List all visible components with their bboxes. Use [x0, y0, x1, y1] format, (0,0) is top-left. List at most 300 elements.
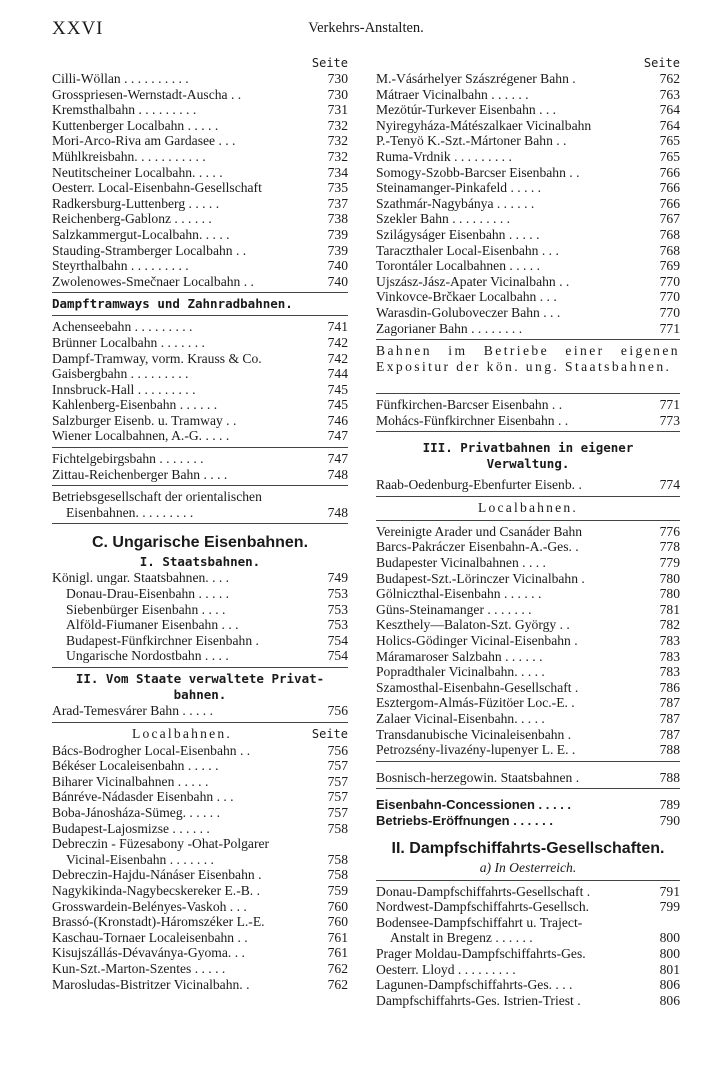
entry-page: 737: [327, 195, 348, 211]
divider: [376, 880, 680, 881]
entry-page: 745: [327, 381, 348, 397]
toc-entry: [376, 477, 680, 493]
entry-name: M.-Vásárhelyer Szászrégener Bahn .: [376, 71, 576, 86]
entry-page: 806: [659, 977, 680, 993]
toc-entry: [52, 914, 348, 930]
entry-page: 757: [327, 789, 348, 805]
toc-entry: [52, 118, 348, 134]
entry-page: 756: [327, 703, 348, 718]
entry-name: Cilli-Wöllan . . . . . . . . . .: [52, 71, 189, 86]
entry-name: Bács-Bodrogher Local-Eisenbahn . .: [52, 742, 251, 758]
right-column: [376, 56, 680, 1008]
austrian-localbahn-list: [52, 71, 348, 289]
entry-page: 767: [659, 211, 680, 227]
entry-page: 762: [659, 71, 680, 86]
divider: [52, 485, 348, 486]
entry-name: Oesterr. Local-Eisenbahn-Gesellschaft: [52, 180, 262, 196]
left-column: [52, 56, 348, 992]
entry-name: Budapest-Fünfkirchner Eisenbahn .: [66, 632, 259, 648]
entry-name: Dampf-Tramway, vorm. Krauss & Co.: [52, 350, 262, 366]
entry-name: Güns-Steinamanger . . . . . . .: [376, 601, 532, 617]
entry-page: 766: [659, 180, 680, 196]
toc-entry: [376, 727, 680, 743]
toc-entry: [52, 930, 348, 946]
toc-entry-line: Bodensee-Dampfschiffahrt u. Traject-: [376, 914, 583, 930]
toc-entry: [376, 770, 680, 786]
entry-name: Prager Moldau-Dampfschiffahrts-Ges.: [376, 945, 586, 961]
divider: [52, 292, 348, 293]
entry-name: Szekler Bahn . . . . . . . . .: [376, 211, 511, 227]
entry-name: Brünner Localbahn . . . . . . .: [52, 334, 205, 350]
toc-entry: [52, 883, 348, 899]
toc-entry: [376, 742, 680, 758]
toc-entry: [52, 149, 348, 165]
entry-page: 788: [659, 742, 680, 758]
entry-page: 788: [659, 769, 680, 785]
entry-page: 783: [659, 633, 680, 649]
toc-entry: [376, 813, 680, 829]
section-title: II. Dampfschiffahrts-Gesellschaften.: [391, 839, 665, 857]
entry-name: Nyiregyháza-Mátészalkaer Vicinalbahn: [376, 117, 592, 133]
entry-page: 746: [327, 412, 348, 428]
entry-name: Stauding-Stramberger Localbahn . .: [52, 242, 247, 258]
entry-page: 787: [659, 711, 680, 726]
entry-name: Taraczthaler Local-Eisenbahn . . .: [376, 242, 559, 258]
entry-page: 734: [327, 164, 348, 180]
entry-page: 762: [327, 960, 348, 976]
localbahnen-heading: [52, 726, 348, 743]
entry-name: Boba-Jánosháza-Sümeg. . . . . .: [52, 804, 220, 820]
toc-entry: [52, 467, 348, 483]
toc-entry: [52, 899, 348, 915]
entry-name: Innsbruck-Hall . . . . . . . . .: [52, 381, 196, 397]
entry-name: Nordwest-Dampfschiffahrts-Gesellsch.: [376, 899, 590, 915]
entry-name: Ujszász-Jász-Apater Vicinalbahn . .: [376, 273, 570, 289]
entry-page: 765: [659, 133, 680, 149]
toc-entry: [52, 428, 348, 444]
tramway-list: [52, 319, 348, 444]
toc-entry: [52, 351, 348, 367]
entry-name: Vereinigte Arader und Csanáder Bahn: [376, 523, 583, 539]
entry-page: 799: [659, 899, 680, 915]
entry-name: Somogy-Szobb-Barcser Eisenbahn . .: [376, 164, 580, 180]
toc-entry: [52, 180, 348, 196]
toc-entry: [376, 555, 680, 571]
entry-name: Budapester Vicinalbahnen . . . .: [376, 555, 546, 571]
hungarian-localbahn-list: [52, 743, 348, 837]
toc-entry: [52, 397, 348, 413]
entry-page: 790: [659, 812, 680, 828]
entry-page: 776: [659, 523, 680, 539]
toc-entry-line: Betriebsgesellschaft der orientalischen: [52, 489, 262, 505]
entry-name: Donau-Drau-Eisenbahn . . . . .: [66, 586, 230, 602]
toc-entry: [52, 774, 348, 790]
entry-page: 740: [327, 273, 348, 289]
toc-entry-line: Debreczin - Füzesabony -Ohat-Polgarer: [52, 836, 270, 852]
entry-page: 781: [659, 601, 680, 617]
entry-page: 800: [659, 945, 680, 961]
entry-name: Gölniczthal-Eisenbahn . . . . . .: [376, 586, 542, 602]
toc-entry: [376, 711, 680, 727]
toc-entry: [376, 243, 680, 259]
divider: [376, 393, 680, 394]
entry-page: 762: [327, 976, 348, 992]
heading-text: Localbahnen.: [131, 725, 232, 741]
toc-entry: [376, 102, 680, 118]
entry-name: Petrozsény-livazény-lupenyer L. E. .: [376, 742, 576, 758]
entry-name: Fünfkirchen-Barcser Eisenbahn . .: [376, 397, 563, 413]
toc-entry: [376, 397, 680, 413]
toc-entry: [52, 602, 348, 618]
entry-name: Budapest-Szt.-Lörinczer Vicinalbahn .: [376, 570, 585, 586]
entry-name: Salzkammergut-Localbahn. . . . .: [52, 226, 230, 242]
entry-page: 778: [659, 539, 680, 555]
entry-page: 739: [327, 226, 348, 242]
subsection-heading: I. Staatsbahnen.: [139, 554, 261, 570]
toc-entry: [52, 243, 348, 259]
entry-name: Popradthaler Vicinalbahn. . . . .: [376, 664, 545, 680]
entry-name: Szilágyságer Eisenbahn . . . . .: [376, 226, 540, 242]
entry-name: Arad-Temesvárer Bahn . . . . .: [52, 703, 213, 718]
toc-entry: [52, 87, 348, 103]
entry-page: 732: [327, 148, 348, 164]
divider: [376, 339, 680, 340]
entry-name: Radkersburg-Luttenberg . . . . .: [52, 195, 220, 211]
entry-page: 769: [659, 258, 680, 274]
hungarian-localbahn-list-2: [52, 867, 348, 992]
entry-page: 783: [659, 648, 680, 664]
divider: [52, 722, 348, 723]
toc-entry: [52, 71, 348, 87]
divider: [376, 520, 680, 521]
entry-name: Mezötúr-Turkever Eisenbahn . . .: [376, 102, 557, 118]
entry-name: Dampfschiffahrts-Ges. Istrien-Triest .: [376, 992, 581, 1008]
entry-name: Máramaroser Salzbahn . . . . . .: [376, 648, 543, 664]
divider: [376, 496, 680, 497]
entry-name: Zagorianer Bahn . . . . . . . .: [376, 320, 523, 336]
toc-entry: [52, 211, 348, 227]
entry-name: Mátraer Vicinalbahn . . . . . .: [376, 86, 529, 102]
toc-entry: [376, 274, 680, 290]
toc-entry: [52, 413, 348, 429]
entry-page: 742: [327, 334, 348, 350]
section-title: C. Ungarische Eisenbahnen.: [91, 534, 309, 552]
running-title: Verkehrs-Anstalten.: [308, 20, 424, 36]
entry-page: 766: [659, 195, 680, 211]
divider: [376, 788, 680, 789]
subsection-heading: III. Privatbahnen in eigener: [422, 440, 634, 456]
divider: [52, 523, 348, 524]
entry-page: 787: [659, 695, 680, 711]
entry-page: 735: [327, 180, 348, 196]
toc-entry: [52, 977, 348, 993]
toc-entry: [52, 586, 348, 602]
entry-page: 753: [327, 586, 348, 602]
entry-name: Bosnisch-herzegowin. Staatsbahnen .: [376, 769, 580, 785]
entry-page: 731: [327, 102, 348, 118]
entry-name: Vinkovce-Brčkaer Localbahn . . .: [376, 289, 557, 305]
expositur-list: [376, 397, 680, 428]
entry-page: 758: [327, 867, 348, 883]
entry-name: Raab-Oedenburg-Ebenfurter Eisenb. .: [376, 477, 582, 493]
entry-page: 768: [659, 226, 680, 242]
staatsbahnen-list: [52, 586, 348, 664]
section-heading: Dampftramways und Zahnradbahnen.: [52, 296, 293, 312]
seite-label: Seite: [311, 56, 348, 70]
entry-page: 753: [327, 617, 348, 633]
entry-name: Betriebs-Eröffnungen . . . . . .: [376, 812, 553, 828]
entry-name: Grosswardein-Belényes-Vaskoh . . .: [52, 898, 247, 914]
entry-page: 766: [659, 164, 680, 180]
entry-page: 742: [327, 350, 348, 366]
toc-entry: [376, 321, 680, 337]
entry-name: Alföld-Fiumaner Eisenbahn . . .: [66, 617, 239, 633]
divider: [52, 447, 348, 448]
entry-page: 741: [327, 319, 348, 335]
toc-entry: [376, 413, 680, 429]
entry-page: 740: [327, 258, 348, 274]
entry-page: 747: [327, 428, 348, 444]
toc-entry: [52, 505, 348, 521]
toc-entry: [52, 165, 348, 181]
entry-page: 801: [659, 961, 680, 977]
toc-entry: [376, 289, 680, 305]
entry-page: 748: [327, 504, 348, 520]
entry-page: 732: [327, 117, 348, 133]
hungarian-localbahn-list-3: [376, 71, 680, 336]
entry-name: Zwolenowes-Smečnaer Localbahn . .: [52, 273, 254, 289]
toc-entry: [52, 617, 348, 633]
toc-entry: [52, 961, 348, 977]
entry-name: Mori-Arco-Riva am Gardasee . . .: [52, 133, 236, 149]
toc-entry: [52, 133, 348, 149]
toc-entry: [376, 899, 680, 915]
entry-page: 760: [327, 914, 348, 930]
seite-label: Seite: [643, 56, 680, 70]
toc-entry: [52, 703, 348, 719]
toc-entry: [376, 586, 680, 602]
entry-page: 765: [659, 148, 680, 164]
entry-name: Esztergom-Almás-Füzitöer Loc.-E. .: [376, 695, 575, 711]
toc-entry: [52, 274, 348, 290]
subsection-heading-cont: Verwaltung.: [486, 456, 570, 472]
entry-name: Vicinal-Eisenbahn . . . . . . .: [66, 851, 214, 867]
toc-entry: [52, 366, 348, 382]
toc-entry: [376, 87, 680, 103]
privat-localbahn-list: [376, 524, 680, 758]
toc-entry: [376, 71, 680, 87]
entry-page: 749: [327, 570, 348, 586]
toc-entry: [52, 633, 348, 649]
seite-label: Seite: [311, 726, 348, 741]
entry-page: 758: [327, 820, 348, 836]
entry-page: 786: [659, 679, 680, 695]
entry-name: Kahlenberg-Eisenbahn . . . . . .: [52, 397, 218, 413]
entry-name: P.-Tenyö K.-Szt.-Mártoner Bahn . .: [376, 133, 567, 149]
entry-page: 806: [659, 992, 680, 1008]
entry-page: 754: [327, 648, 348, 664]
entry-page: 779: [659, 555, 680, 571]
entry-page: 773: [659, 412, 680, 428]
toc-entry: [376, 196, 680, 212]
entry-page: 739: [327, 242, 348, 258]
entry-name: Kremsthalbahn . . . . . . . . .: [52, 102, 197, 118]
toc-entry: [52, 821, 348, 837]
toc-entry: [376, 571, 680, 587]
toc-entry: [376, 524, 680, 540]
entry-name: Fichtelgebirgsbahn . . . . . . .: [52, 451, 204, 467]
entry-name: Bánréve-Nádasder Eisenbahn . . .: [52, 789, 234, 805]
entry-name: Mühlkreisbahn. . . . . . . . . . .: [52, 148, 206, 164]
entry-page: 745: [327, 397, 348, 413]
page-header: [52, 18, 680, 40]
entry-name: Salzburger Eisenb. u. Tramway . .: [52, 412, 237, 428]
toc-entry: [52, 789, 348, 805]
entry-name: Donau-Dampfschiffahrts-Gesellschaft .: [376, 883, 591, 899]
entry-name: Warasdin-Goluboveczer Bahn . . .: [376, 304, 561, 320]
entry-name: Transdanubische Vicinaleisenbahn .: [376, 726, 572, 742]
toc-entry: [376, 695, 680, 711]
toc-entry: [52, 648, 348, 664]
entry-page: 763: [659, 86, 680, 102]
toc-entry: [376, 664, 680, 680]
entry-name: Kuttenberger Localbahn . . . . .: [52, 117, 219, 133]
entry-name: Steinamanger-Pinkafeld . . . . .: [376, 180, 542, 196]
toc-entry: [376, 227, 680, 243]
entry-name: Békéser Localeisenbahn . . . . .: [52, 758, 219, 774]
entry-page: 732: [327, 133, 348, 149]
entry-name: Zalaer Vicinal-Eisenbahn. . . . .: [376, 711, 545, 726]
entry-name: Kisujszállás-Dévaványa-Gyoma. . .: [52, 945, 245, 961]
toc-entry: [52, 805, 348, 821]
divider: [52, 315, 348, 316]
toc-entry: [52, 102, 348, 118]
entry-name: Anstalt in Bregenz . . . . . .: [390, 930, 533, 946]
toc-entry: [376, 165, 680, 181]
entry-name: Oesterr. Lloyd . . . . . . . . .: [376, 961, 516, 977]
entry-page: 771: [659, 320, 680, 336]
entry-page: 787: [659, 726, 680, 742]
toc-entry: [376, 149, 680, 165]
entry-name: Ruma-Vrdnik . . . . . . . . .: [376, 148, 512, 164]
toc-entry: [376, 602, 680, 618]
toc-entry: [376, 962, 680, 978]
entry-page: 744: [327, 366, 348, 382]
entry-name: Szathmár-Nagybánya . . . . . .: [376, 195, 535, 211]
entry-name: Debreczin-Hajdu-Nánáser Eisenbahn .: [52, 867, 262, 883]
entry-page: 764: [659, 102, 680, 118]
entry-name: Marosludas-Bistritzer Vicinalbahn. .: [52, 976, 250, 992]
page-number: XXVI: [52, 18, 104, 39]
entry-page: 764: [659, 117, 680, 133]
subsection-heading-cont: bahnen.: [173, 687, 227, 702]
toc-entry: [376, 118, 680, 134]
entry-name: Eisenbahn-Concessionen . . . . .: [376, 797, 572, 813]
entry-name: Lagunen-Dampfschiffahrts-Ges. . . .: [376, 977, 573, 993]
toc-entry: [376, 633, 680, 649]
toc-entry: [52, 867, 348, 883]
entry-page: 757: [327, 758, 348, 774]
entry-page: 761: [327, 929, 348, 945]
entry-name: Budapest-Lajosmizse . . . . . .: [52, 820, 210, 836]
entry-name: Nagykikinda-Nagybecskereker E.-B. .: [52, 882, 260, 898]
subsection-heading: a) In Oesterreich.: [479, 859, 577, 875]
entry-page: 757: [327, 804, 348, 820]
localbahnen-heading: Localbahnen.: [478, 499, 578, 515]
entry-name: Keszthely—Balaton-Szt. György . .: [376, 617, 570, 633]
toc-entry: [376, 211, 680, 227]
entry-name: Reichenberg-Gablonz . . . . . .: [52, 211, 212, 227]
entry-page: 770: [659, 289, 680, 305]
entry-name: Mohács-Fünfkirchner Eisenbahn . .: [376, 412, 569, 428]
entry-name: Achenseebahn . . . . . . . . .: [52, 319, 193, 335]
entry-page: 730: [327, 71, 348, 86]
toc-entry: [376, 930, 680, 946]
entry-page: 748: [327, 466, 348, 482]
entry-page: 770: [659, 304, 680, 320]
toc-entry: [52, 335, 348, 351]
entry-page: 780: [659, 570, 680, 586]
entry-page: 753: [327, 601, 348, 617]
entry-name: Siebenbürger Eisenbahn . . . .: [66, 601, 226, 617]
toc-entry: [376, 539, 680, 555]
entry-name: Kun-Szt.-Marton-Szentes . . . . .: [52, 960, 226, 976]
toc-entry: [52, 382, 348, 398]
toc-entry: [376, 946, 680, 962]
entry-name: Kaschau-Tornaer Localeisenbahn . .: [52, 929, 248, 945]
toc-entry: [376, 797, 680, 813]
toc-entry: [52, 258, 348, 274]
entry-name: Szamosthal-Eisenbahn-Gesellschaft .: [376, 679, 579, 695]
subsection-heading: II. Vom Staate verwaltete Privat-: [75, 671, 325, 686]
dampfschiff-list-2: [376, 946, 680, 1008]
toc-entry: [376, 884, 680, 900]
entry-page: 747: [327, 451, 348, 467]
entry-page: 730: [327, 86, 348, 102]
toc-entry: [52, 852, 348, 868]
bavarian-list: [52, 451, 348, 482]
entry-page: 760: [327, 898, 348, 914]
entry-name: Holics-Gödinger Vicinal-Eisenbahn .: [376, 633, 578, 649]
entry-name: Königl. ungar. Staatsbahnen. . . .: [52, 570, 230, 586]
entry-page: 756: [327, 742, 348, 758]
entry-page: 789: [659, 797, 680, 813]
entry-page: 770: [659, 273, 680, 289]
entry-name: Steyrthalbahn . . . . . . . . .: [52, 258, 189, 274]
entry-page: 800: [659, 930, 680, 946]
entry-name: Neutitscheiner Localbahn. . . . .: [52, 164, 223, 180]
toc-entry: [376, 133, 680, 149]
expositur-heading: Bahnen im Betriebe einer eigenen Expositur der kön. ung. Staatsbahnen.: [376, 343, 680, 374]
entry-page: 761: [327, 945, 348, 961]
entry-name: Gaisbergbahn . . . . . . . . .: [52, 366, 189, 382]
toc-entry: [52, 227, 348, 243]
entry-page: 771: [659, 397, 680, 413]
divider: [52, 667, 348, 668]
entry-page: 791: [659, 883, 680, 899]
toc-entry: [52, 196, 348, 212]
toc-entry: [52, 758, 348, 774]
toc-entry: [52, 451, 348, 467]
dampfschiff-list: [376, 884, 680, 915]
entry-page: 758: [327, 851, 348, 867]
toc-entry: [376, 305, 680, 321]
toc-entry: [52, 570, 348, 586]
entry-page: 782: [659, 617, 680, 633]
toc-entry: [376, 993, 680, 1009]
toc-entry: [376, 680, 680, 696]
entry-name: Brassó-(Kronstadt)-Háromszéker L.-E.: [52, 914, 265, 930]
